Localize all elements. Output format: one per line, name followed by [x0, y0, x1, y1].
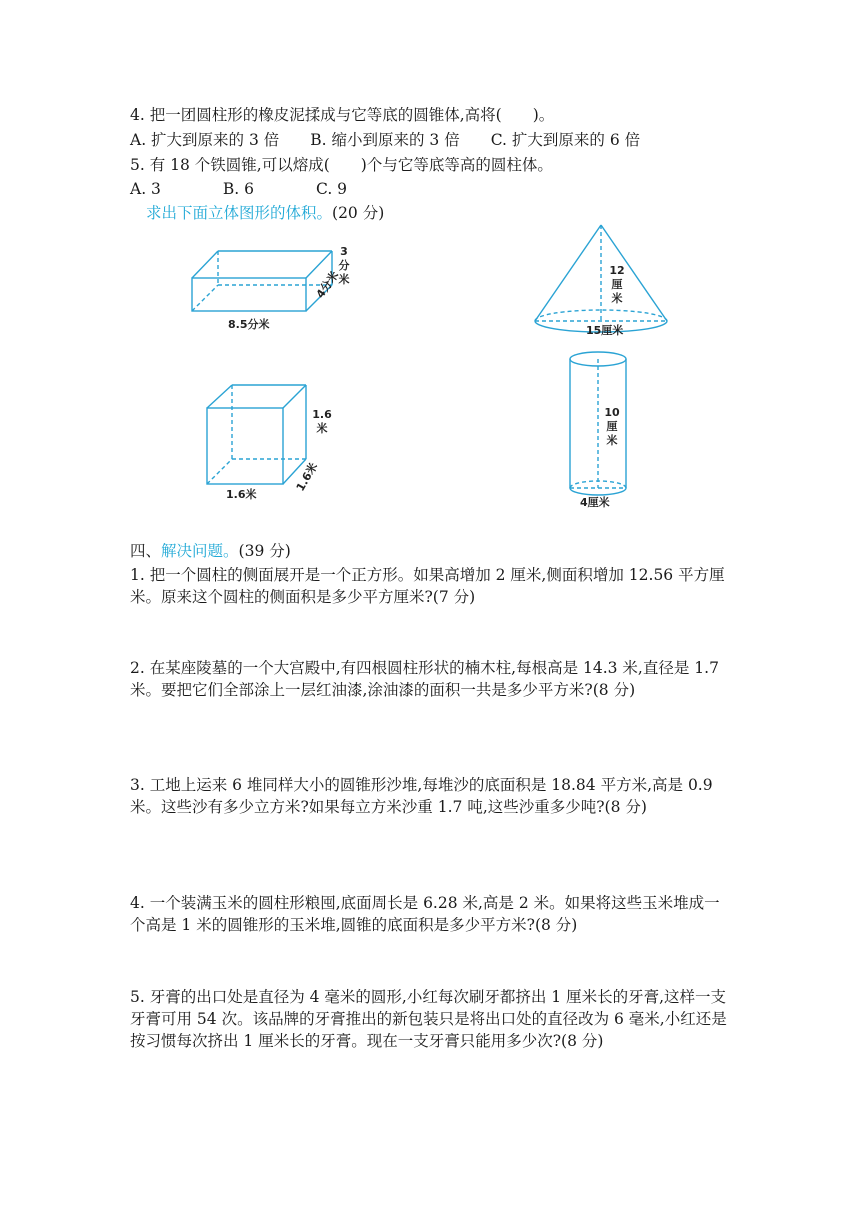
problem-3: 3. 工地上运来 6 堆同样大小的圆锥形沙堆,每堆沙的底面积是 18.84 平方米,高是 0.9 米。这些沙有多少立方米?如果每立方米沙重 1.7 吨,这些沙重多少吨?(8 分) [130, 776, 713, 816]
volume-section-heading [146, 202, 384, 224]
cuboid-width-label: 4分米 [313, 268, 342, 301]
question-4: 4. 把一团圆柱形的橡皮泥揉成与它等底的圆锥体,高将( )。 [130, 106, 555, 124]
question-5: 5. 有 18 个铁圆锥,可以熔成( )个与它等底等高的圆柱体。 [130, 156, 553, 174]
cylinder-diameter-label: 4厘米 [580, 496, 610, 509]
cube-bottom-label: 1.6米 [226, 488, 257, 501]
cuboid-height-label: 3 分 米 [338, 245, 350, 286]
cube-height-label: 1.6 米 [312, 408, 332, 435]
question-4-options: A. 扩大到原来的 3 倍 B. 缩小到原来的 3 倍 C. 扩大到原来的 6 倍 [130, 131, 641, 149]
problem-4: 4. 一个装满玉米的圆柱形粮囤,底面周长是 6.28 米,高是 2 米。如果将这些玉米堆成一个高是 1 米的圆锥形的玉米堆,圆锥的底面积是多少平方米?(8 分) [130, 894, 720, 934]
volume-section-points: (20 分) [332, 204, 385, 222]
cylinder-height-label: 10 厘 米 [604, 406, 620, 447]
cube-figure [205, 383, 310, 488]
question-5-options: A. 3 B. 6 C. 9 [130, 180, 348, 198]
section-4-heading [130, 540, 291, 562]
cylinder-figure [566, 350, 630, 500]
section-4-points: (39 分) [238, 542, 291, 560]
volume-section-title: 求出下面立体图形的体积。 [146, 204, 333, 222]
problem-5: 5. 牙膏的出口处是直径为 4 毫米的圆形,小红每次刷牙都挤出 1 厘米长的牙膏,这样一支牙膏可用 54 次。该品牌的牙膏推出的新包装只是将出口处的直径改为 6 毫米,小红还是按习惯每次挤出 1 厘米长的牙膏。现在一支牙膏只能用多少次?(8 分) [130, 988, 727, 1050]
cuboid-length-label: 8.5分米 [228, 318, 270, 331]
cone-figure [530, 222, 672, 336]
cube-width-label: 1.6米 [293, 460, 321, 494]
section-4-title: 解决问题。 [161, 542, 239, 560]
cone-diameter-label: 15厘米 [586, 324, 624, 337]
cone-height-label: 12 厘 米 [609, 264, 625, 305]
problem-2: 2. 在某座陵墓的一个大宫殿中,有四根圆柱形状的楠木柱,每根高是 14.3 米,直径是 1.7 米。要把它们全部涂上一层红油漆,涂油漆的面积一共是多少平方米?(8 分) [130, 659, 719, 699]
section-4-prefix: 四、 [130, 542, 162, 560]
cuboid-figure [190, 245, 340, 315]
problem-1: 1. 把一个圆柱的侧面展开是一个正方形。如果高增加 2 厘米,侧面积增加 12.56 平方厘米。原来这个圆柱的侧面积是多少平方厘米?(7 分) [130, 566, 725, 606]
